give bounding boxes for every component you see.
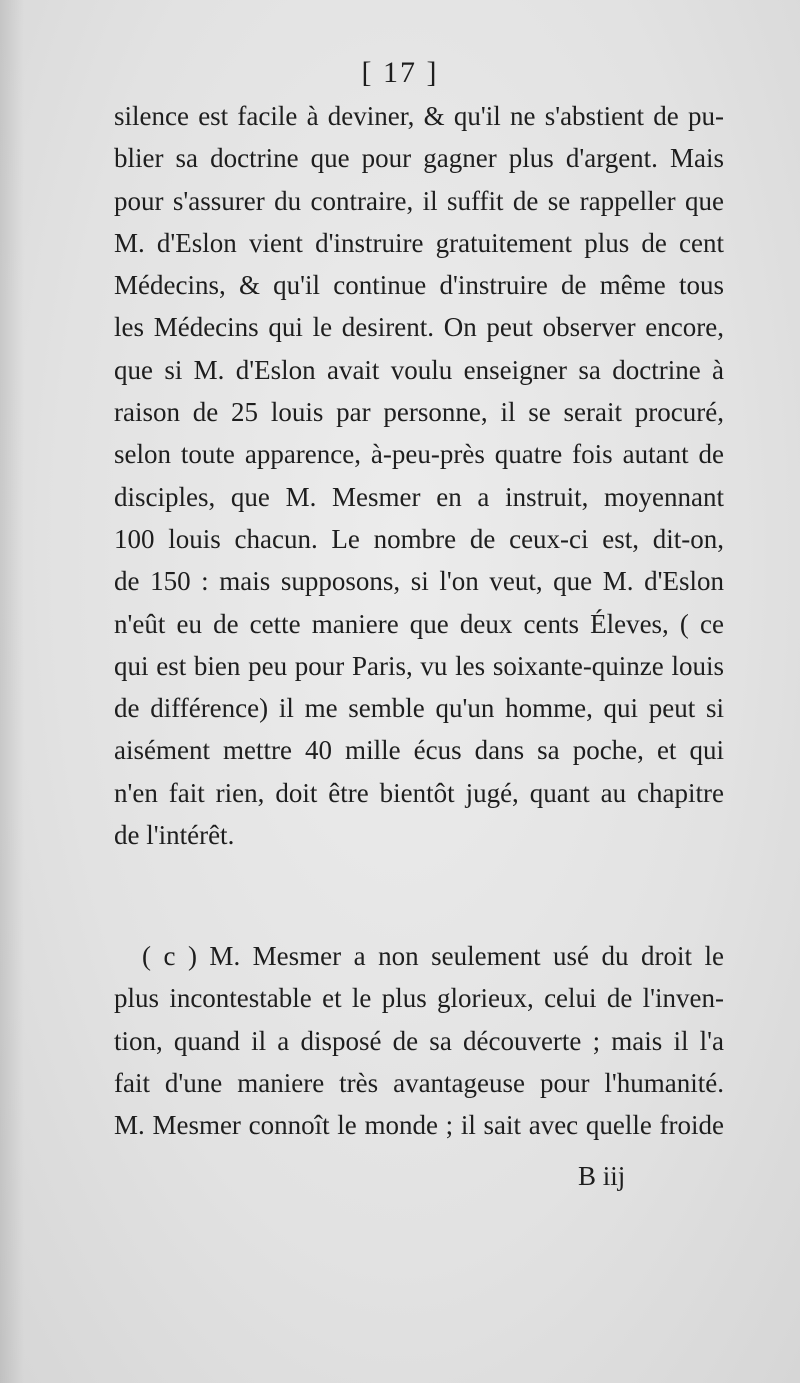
page-number: [ 17 ] (361, 56, 439, 89)
text-line: aisément mettre 40 mille écus dans sa poche, et qui (114, 735, 724, 766)
text-line: plus incontestable et le plus glorieux, celui de l'inven- (114, 983, 724, 1014)
page-edge-shadow (0, 0, 24, 1383)
text-line: M. Mesmer connoît le monde ; il sait avec quelle froide (114, 1110, 724, 1141)
text-line: raison de 25 louis par personne, il se serait procuré, (114, 397, 724, 428)
text-line: M. d'Eslon vient d'instruire gratuitement plus de cent (114, 227, 724, 258)
text-line: ( c ) M. Mesmer a non seulement usé du droit le (142, 941, 724, 971)
text-line: silence est facile à deviner, & qu'il ne s'abstient de pu- (114, 101, 724, 131)
text-line: pour s'assurer du contraire, il suffit de se rappeller que (114, 185, 724, 216)
text-line: disciples, que M. Mesmer en a instruit, moyennant (114, 481, 724, 512)
signature-mark: B iij (578, 1161, 626, 1191)
text-line-last: de l'intérêt. (114, 820, 235, 851)
text-line: n'eût eu de cette maniere que deux cents Éleves, ( ce (114, 608, 724, 639)
text-line: qui est bien peu pour Paris, vu les soixante-quinze louis (114, 650, 724, 681)
text-line: de 150 : mais supposons, si l'on veut, que M. d'Eslon (114, 566, 724, 597)
paragraph-continuation (114, 95, 724, 856)
text-line: blier sa doctrine que pour gagner plus d'argent. Mais (114, 143, 724, 174)
text-line: selon toute apparence, à-peu-près quatre fois autant de (114, 439, 724, 470)
text-line: 100 louis chacun. Le nombre de ceux-ci est, dit-on, (114, 523, 724, 554)
text-line: Médecins, & qu'il continue d'instruire de même tous (114, 270, 724, 301)
text-line: que si M. d'Eslon avait voulu enseigner sa doctrine à (114, 354, 724, 385)
text-line: les Médecins qui le desirent. On peut observer encore, (114, 312, 724, 343)
text-line: n'en fait rien, doit être bientôt jugé, quant au chapitre (114, 777, 724, 808)
text-line: de différence) il me semble qu'un homme, qui peut si (114, 693, 724, 724)
text-line: fait d'une maniere très avantageuse pour l'humanité. (114, 1067, 724, 1098)
footnote-c (114, 935, 724, 1146)
text-line: tion, quand il a disposé de sa découverte ; mais il l'a (114, 1025, 724, 1056)
